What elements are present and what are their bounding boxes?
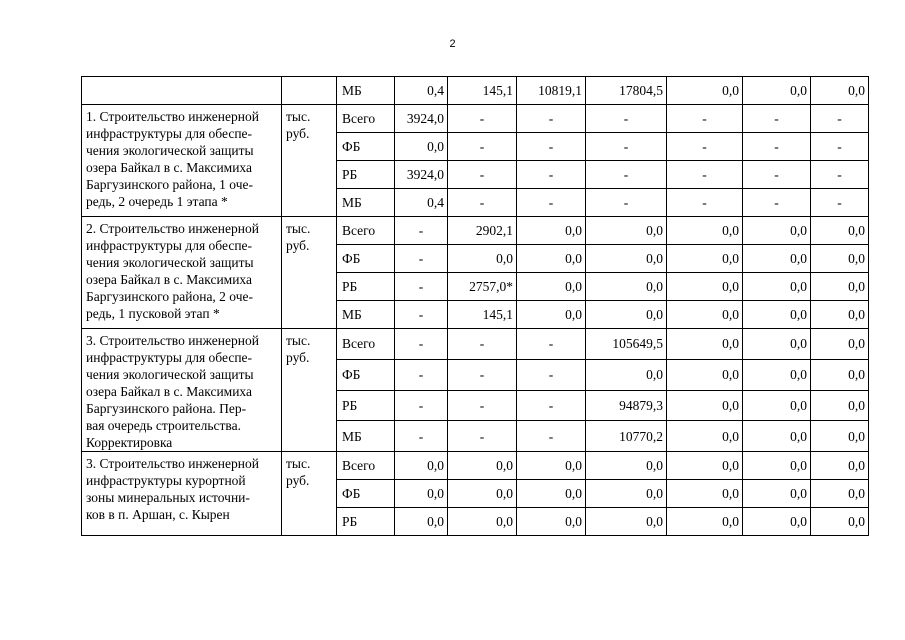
project-name-line: вая очередь строительства. (86, 418, 241, 433)
source-cell: РБ (337, 161, 395, 189)
source-cell: МБ (337, 421, 395, 452)
value-cell: 0,0 (811, 508, 869, 536)
empty-value-cell: - (743, 105, 811, 133)
empty-value-cell: - (517, 421, 586, 452)
source-cell: Всего (337, 329, 395, 360)
value-cell: 0,0 (811, 421, 869, 452)
value-cell: 0,0 (811, 273, 869, 301)
unit-cell (282, 217, 337, 329)
empty-value-cell: - (517, 133, 586, 161)
source-cell: ФБ (337, 480, 395, 508)
value-cell: 0,0 (667, 329, 743, 360)
source-cell: РБ (337, 508, 395, 536)
value-cell: 0,0 (743, 245, 811, 273)
source-cell: МБ (337, 189, 395, 217)
value-cell: 0,0 (586, 359, 667, 390)
project-name-cell (82, 452, 282, 536)
unit-line: руб. (286, 350, 310, 365)
project-name-cell (82, 329, 282, 452)
project-name-line: редь, 2 очередь 1 этапа * (86, 194, 228, 209)
value-cell: 0,0 (667, 217, 743, 245)
project-name-cell (82, 105, 282, 217)
value-cell: 0,0 (517, 301, 586, 329)
name-cell (82, 77, 282, 105)
empty-value-cell: - (517, 329, 586, 360)
value-cell: 0,0 (743, 301, 811, 329)
value-cell: 0,0 (667, 77, 743, 105)
empty-value-cell: - (667, 161, 743, 189)
value-cell: 0,0 (743, 359, 811, 390)
empty-value-cell: - (448, 189, 517, 217)
unit-line: тыс. (286, 109, 311, 124)
empty-value-cell: - (517, 390, 586, 421)
value-cell: 0,0 (743, 217, 811, 245)
value-cell: 0,0 (743, 480, 811, 508)
project-name-line: инфраструктуры для обеспе- (86, 238, 253, 253)
unit-cell (282, 452, 337, 536)
value-cell: 0,0 (667, 421, 743, 452)
empty-value-cell: - (811, 105, 869, 133)
source-cell: ФБ (337, 245, 395, 273)
source-cell: Всего (337, 452, 395, 480)
value-cell: 0,0 (743, 329, 811, 360)
value-cell: 0,0 (811, 452, 869, 480)
empty-value-cell: - (517, 359, 586, 390)
value-cell: 0,0 (743, 273, 811, 301)
value-cell: 0,0 (811, 480, 869, 508)
value-cell: 0,0 (586, 480, 667, 508)
project-name-line: озера Байкал в с. Максимиха (86, 272, 252, 287)
empty-value-cell: - (811, 189, 869, 217)
source-cell: МБ (337, 77, 395, 105)
empty-value-cell: - (395, 329, 448, 360)
value-cell: 2757,0* (448, 273, 517, 301)
empty-value-cell: - (667, 133, 743, 161)
value-cell: 0,0 (395, 452, 448, 480)
value-cell: 0,0 (743, 77, 811, 105)
empty-value-cell: - (448, 359, 517, 390)
empty-value-cell: - (586, 105, 667, 133)
project-name-line: чения экологической защиты (86, 367, 254, 382)
empty-value-cell: - (448, 390, 517, 421)
budget-table (81, 76, 869, 536)
value-cell: 0,0 (667, 273, 743, 301)
table-row (82, 329, 869, 360)
project-name-line: 3. Строительство инженерной (86, 456, 259, 471)
empty-value-cell: - (743, 161, 811, 189)
unit-line: руб. (286, 238, 310, 253)
value-cell: 0,0 (667, 452, 743, 480)
value-cell: 0,0 (811, 245, 869, 273)
value-cell: 0,0 (743, 508, 811, 536)
unit-line: руб. (286, 473, 310, 488)
value-cell: 0,0 (517, 273, 586, 301)
project-name-line: зоны минеральных источни- (86, 490, 250, 505)
source-cell: РБ (337, 273, 395, 301)
empty-value-cell: - (448, 161, 517, 189)
value-cell: 0,0 (667, 480, 743, 508)
value-cell: 0,0 (586, 217, 667, 245)
value-cell: 10770,2 (586, 421, 667, 452)
empty-value-cell: - (743, 133, 811, 161)
table-row (82, 452, 869, 480)
empty-value-cell: - (517, 105, 586, 133)
empty-value-cell: - (811, 133, 869, 161)
value-cell: 0,0 (667, 245, 743, 273)
project-name-cell (82, 217, 282, 329)
source-cell: РБ (337, 390, 395, 421)
value-cell: 0,0 (448, 245, 517, 273)
empty-value-cell: - (395, 301, 448, 329)
empty-value-cell: - (395, 273, 448, 301)
empty-value-cell: - (586, 161, 667, 189)
value-cell: 0,0 (395, 133, 448, 161)
value-cell: 0,0 (811, 77, 869, 105)
empty-value-cell: - (517, 161, 586, 189)
project-name-line: инфраструктуры курортной (86, 473, 246, 488)
value-cell: 0,0 (517, 508, 586, 536)
source-cell: Всего (337, 217, 395, 245)
project-name-line: Баргузинского района. Пер- (86, 401, 247, 416)
empty-value-cell: - (667, 105, 743, 133)
value-cell: 17804,5 (586, 77, 667, 105)
value-cell: 0,0 (395, 508, 448, 536)
table-row (82, 105, 869, 133)
value-cell: 0,0 (586, 273, 667, 301)
value-cell: 0,0 (743, 421, 811, 452)
value-cell: 94879,3 (586, 390, 667, 421)
project-name-line: чения экологической защиты (86, 143, 254, 158)
project-name-line: 3. Строительство инженерной (86, 333, 259, 348)
value-cell: 0,0 (586, 301, 667, 329)
source-cell: ФБ (337, 133, 395, 161)
project-name-line: чения экологической защиты (86, 255, 254, 270)
value-cell: 3924,0 (395, 105, 448, 133)
project-name-line: ков в п. Аршан, с. Кырен (86, 507, 230, 522)
project-name-line: Баргузинского района, 2 оче- (86, 289, 253, 304)
value-cell: 0,0 (667, 301, 743, 329)
empty-value-cell: - (448, 329, 517, 360)
empty-value-cell: - (395, 245, 448, 273)
project-name-line: Баргузинского района, 1 оче- (86, 177, 253, 192)
empty-value-cell: - (395, 390, 448, 421)
empty-value-cell: - (586, 189, 667, 217)
value-cell: 145,1 (448, 301, 517, 329)
value-cell: 0,0 (395, 480, 448, 508)
value-cell: 0,0 (667, 390, 743, 421)
source-cell: МБ (337, 301, 395, 329)
value-cell: 0,4 (395, 77, 448, 105)
value-cell: 0,0 (811, 359, 869, 390)
project-name-line: Корректировка (86, 435, 173, 450)
project-name-line: 2. Строительство инженерной (86, 221, 259, 236)
table-body (82, 77, 869, 536)
value-cell: 0,4 (395, 189, 448, 217)
source-cell: ФБ (337, 359, 395, 390)
empty-value-cell: - (811, 161, 869, 189)
value-cell: 105649,5 (586, 329, 667, 360)
value-cell: 0,0 (517, 480, 586, 508)
value-cell: 0,0 (586, 245, 667, 273)
table-row (82, 217, 869, 245)
value-cell: 0,0 (667, 508, 743, 536)
project-name-line: инфраструктуры для обеспе- (86, 126, 253, 141)
value-cell: 0,0 (517, 245, 586, 273)
project-name-line: 1. Строительство инженерной (86, 109, 259, 124)
unit-cell (282, 329, 337, 452)
value-cell: 0,0 (517, 217, 586, 245)
value-cell: 0,0 (448, 480, 517, 508)
source-cell: Всего (337, 105, 395, 133)
unit-cell (282, 77, 337, 105)
empty-value-cell: - (448, 133, 517, 161)
value-cell: 2902,1 (448, 217, 517, 245)
value-cell: 0,0 (743, 452, 811, 480)
value-cell: 0,0 (517, 452, 586, 480)
empty-value-cell: - (395, 217, 448, 245)
value-cell: 0,0 (586, 452, 667, 480)
empty-value-cell: - (395, 421, 448, 452)
value-cell: 0,0 (448, 452, 517, 480)
table-row (82, 77, 869, 105)
project-name-line: инфраструктуры для обеспе- (86, 350, 253, 365)
project-name-line: озера Байкал в с. Максимиха (86, 160, 252, 175)
value-cell: 0,0 (811, 217, 869, 245)
empty-value-cell: - (743, 189, 811, 217)
unit-line: тыс. (286, 221, 311, 236)
empty-value-cell: - (395, 359, 448, 390)
value-cell: 145,1 (448, 77, 517, 105)
value-cell: 0,0 (743, 390, 811, 421)
value-cell: 0,0 (448, 508, 517, 536)
page-number: 2 (449, 38, 456, 50)
value-cell: 0,0 (811, 390, 869, 421)
value-cell: 10819,1 (517, 77, 586, 105)
unit-line: руб. (286, 126, 310, 141)
empty-value-cell: - (517, 189, 586, 217)
project-name-line: озера Байкал в с. Максимиха (86, 384, 252, 399)
value-cell: 0,0 (667, 359, 743, 390)
unit-cell (282, 105, 337, 217)
value-cell: 0,0 (586, 508, 667, 536)
value-cell: 0,0 (811, 329, 869, 360)
empty-value-cell: - (586, 133, 667, 161)
empty-value-cell: - (448, 421, 517, 452)
value-cell: 3924,0 (395, 161, 448, 189)
unit-line: тыс. (286, 456, 311, 471)
value-cell: 0,0 (811, 301, 869, 329)
empty-value-cell: - (667, 189, 743, 217)
unit-line: тыс. (286, 333, 311, 348)
empty-value-cell: - (448, 105, 517, 133)
project-name-line: редь, 1 пусковой этап * (86, 306, 220, 321)
